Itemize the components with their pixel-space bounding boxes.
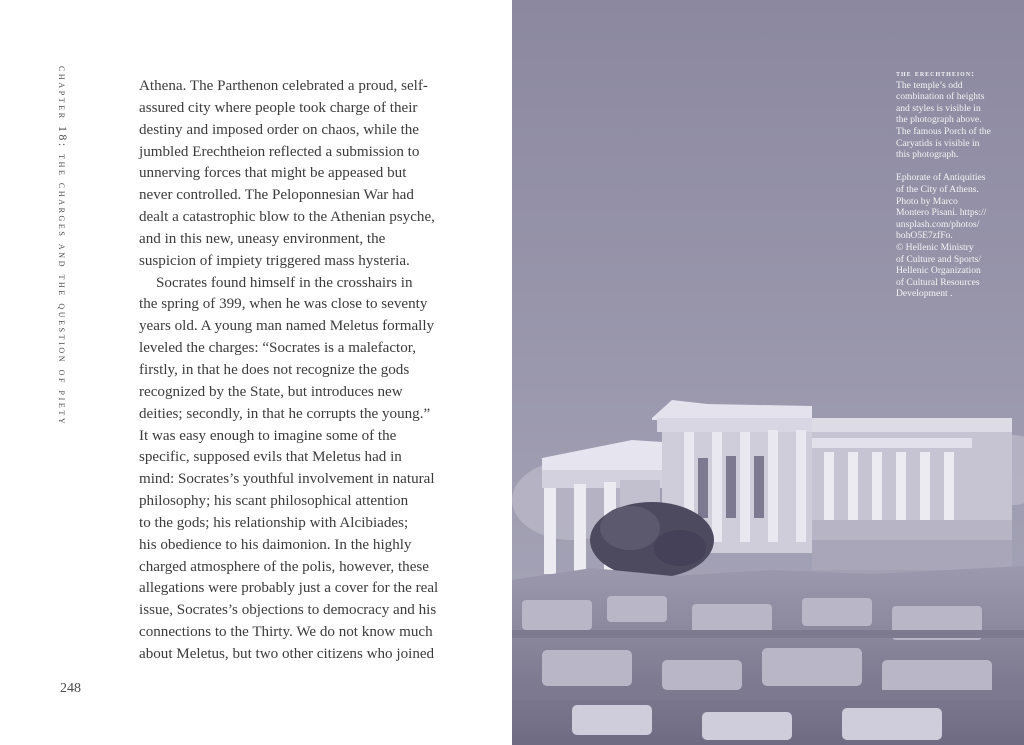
caption-line: this photograph.: [896, 149, 959, 161]
text-line: philosophy; his scant philosophical attention: [139, 493, 409, 510]
caption-line: The famous Porch of the: [896, 125, 991, 137]
caption-line: Caryatids is visible in: [896, 137, 980, 149]
text-line: Socrates found himself in the crosshairs in: [156, 274, 413, 291]
right-page: [512, 0, 1024, 745]
text-line: mind: Socrates’s youthful involvement in natural: [139, 471, 435, 488]
credit-line: Montero Pisani. https://: [896, 207, 987, 219]
text-line: dealt a catastrophic blow to the Athenian psyche,: [139, 209, 435, 226]
text-line: the spring of 399, when he was close to seventy: [139, 296, 428, 313]
credit-line: of the City of Athens.: [896, 183, 979, 195]
text-line: suspicion of impiety triggered mass hysteria.: [139, 252, 410, 269]
credit-line: Hellenic Organization: [896, 265, 981, 277]
text-line: recognized by the State, but introduces new: [139, 383, 403, 400]
text-line: years old. A young man named Meletus formally: [139, 318, 435, 335]
credit-line: unsplash.com/photos/: [896, 218, 980, 230]
caption-line: combination of heights: [896, 91, 985, 103]
text-line: specific, supposed evils that Meletus had in: [139, 449, 402, 466]
olive-tree: [590, 502, 714, 578]
caption-spacer: [896, 161, 1014, 173]
text-line: jumbled Erechtheion reflected a submission to: [139, 143, 420, 160]
photo-caption: [896, 68, 1014, 300]
text-line: about Meletus, but two other citizens who joined: [139, 645, 435, 662]
credit-line: Development .: [896, 288, 953, 300]
text-line: It was easy enough to imagine some of the: [139, 427, 397, 444]
credit-line: Ephorate of Antiquities: [896, 172, 986, 184]
text-line: deities; secondly, in that he corrupts the young.”: [139, 405, 431, 422]
credit-line: of Cultural Resources: [896, 276, 980, 288]
text-line: his obedience to his daimonion. In the highly: [139, 536, 412, 553]
rubble-foreground: [512, 566, 1024, 745]
page-number: 248: [60, 681, 81, 696]
text-line: firstly, in that he does not recognize the gods: [139, 361, 410, 378]
text-line: charged atmosphere of the polis, however, these: [139, 558, 429, 575]
body-text: [139, 76, 449, 666]
text-line: assured city where people took charge of their: [139, 99, 418, 116]
credit-line: Photo by Marco: [896, 195, 958, 207]
caption-line: and styles is visible in: [896, 102, 981, 114]
running-head: chapter 18: the charges and the question of piety: [56, 66, 68, 427]
text-line: issue, Socrates’s objections to democracy and his: [139, 602, 437, 619]
text-line: leveled the charges: “Socrates is a malefactor,: [139, 340, 416, 357]
credit-line: bohO5E7zfFo.: [896, 230, 953, 242]
caption-title: the erechtheion:: [896, 68, 976, 78]
text-line: Athena. The Parthenon celebrated a proud, self-: [139, 78, 428, 94]
text-line: allegations were probably just a cover for the real: [139, 580, 439, 597]
caption-line: the photograph above.: [896, 114, 982, 126]
credit-line: of Culture and Sports/: [896, 253, 982, 265]
text-line: to the gods; his relationship with Alcibiades;: [139, 514, 409, 531]
caption-line: The temple’s odd: [896, 79, 963, 91]
credit-line: © Hellenic Ministry: [896, 241, 974, 253]
text-line: unnerving forces that might be appeased but: [139, 165, 407, 182]
text-line: connections to the Thirty. We do not know much: [139, 624, 433, 641]
text-line: destiny and imposed order on chaos, while the: [139, 121, 420, 138]
text-line: never controlled. The Peloponnesian War had: [139, 187, 414, 204]
text-line: and in this new, uneasy environment, the: [139, 230, 386, 247]
